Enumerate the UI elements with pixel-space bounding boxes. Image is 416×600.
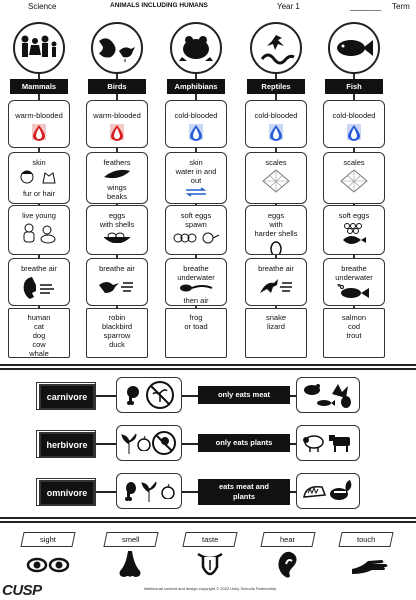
carnivore-animals-icon (302, 380, 354, 410)
egg-icon (269, 240, 283, 255)
fish-icon (334, 36, 374, 60)
breath-face-icon (22, 275, 56, 301)
class-icon-circle (91, 22, 143, 74)
blood-type-text: warm-blooded (93, 111, 141, 120)
example-animal: frog (189, 313, 203, 322)
young-text-2: with (269, 220, 283, 229)
sense-label-touch: touch (338, 532, 393, 547)
example-list (87, 311, 147, 349)
example-animal: trout (346, 331, 362, 340)
covering-text-3: beaks (106, 192, 127, 201)
diet-name-herbivore: herbivore (39, 432, 95, 458)
example-animal: dog (32, 331, 46, 340)
topic-title: ANIMALS INCLUDING HUMANS (110, 2, 208, 9)
nest-eggs-icon (102, 231, 132, 243)
term-label: Term (392, 2, 410, 11)
apple-icon (161, 483, 175, 499)
family-icon (19, 33, 59, 63)
blood-icon-wrap (87, 123, 147, 143)
ear-icon (266, 550, 310, 580)
cell-covering (323, 152, 385, 204)
diet-meaning-carnivore: only eats meat (198, 386, 290, 404)
reptiles-icon (256, 31, 296, 65)
nose-icon (108, 550, 152, 580)
drumstick-icon (123, 481, 137, 501)
blood-drop-icon (32, 123, 46, 141)
blood-type-text: cold-blooded (332, 111, 376, 120)
covering-text-3: out (190, 176, 202, 185)
divider-top-2 (0, 368, 416, 370)
class-name-label: Reptiles (247, 79, 305, 94)
cell-breathing (165, 258, 227, 306)
young-text: eggs (108, 211, 126, 220)
young-text: eggs (267, 211, 285, 220)
class-name-label: Fish (325, 79, 383, 94)
row-icon-wrap (246, 275, 306, 299)
example-animal: salmon (341, 313, 367, 322)
carnivore-animal-icons (296, 377, 360, 413)
eyes-icon (26, 550, 70, 580)
arrow (96, 443, 116, 445)
plant-icon (121, 432, 137, 454)
spawn-tadpole-icon (172, 231, 220, 245)
example-list (166, 311, 226, 331)
cell-examples (165, 308, 227, 358)
example-animal: cow (32, 340, 46, 349)
no-plants-icon (145, 380, 175, 410)
diet-frame (36, 430, 96, 458)
connector (38, 94, 40, 100)
babies-icon (19, 222, 59, 244)
diet-frame (36, 478, 96, 506)
birds-icon (97, 33, 137, 63)
example-animal: lizard (267, 322, 285, 331)
cell-young (86, 205, 148, 255)
row-icon-wrap (9, 222, 69, 246)
class-icon-circle (328, 22, 380, 74)
breathing-text: breathe (183, 264, 209, 273)
connector (195, 74, 197, 79)
row-icon-wrap (246, 169, 306, 195)
cell-young (165, 205, 227, 255)
divider-top (0, 364, 416, 366)
class-icon-circle (170, 22, 222, 74)
arrow (96, 395, 116, 397)
cell-blood (245, 100, 307, 148)
diet-meaning-omnivore: eats meat and plants (198, 479, 290, 505)
connector (195, 94, 197, 100)
lizard-wind-icon (256, 275, 296, 297)
row-icon-wrap (9, 275, 69, 303)
example-animal: robin (108, 313, 126, 322)
sense-label-taste: taste (182, 532, 237, 547)
arrow (182, 443, 198, 445)
class-name-label: Amphibians (167, 79, 225, 94)
cell-blood (86, 100, 148, 148)
sense-label-smell: smell (103, 532, 158, 547)
row-icon-wrap (87, 275, 147, 299)
cell-covering (86, 152, 148, 204)
blood-drop-icon (347, 123, 361, 141)
connector (116, 74, 118, 79)
example-animal: sparrow (103, 331, 131, 340)
young-text: live young (22, 211, 56, 220)
connector (353, 74, 355, 79)
drumstick-icon (124, 385, 140, 405)
plant-icon (141, 480, 157, 502)
cell-young (323, 205, 385, 255)
bird-wind-icon (97, 275, 137, 297)
breathing-text: breathe air (21, 264, 57, 273)
blood-type-text: warm-blooded (15, 111, 63, 120)
apple-icon (137, 435, 151, 451)
example-animal: whale (29, 349, 49, 358)
example-animal: cat (33, 322, 44, 331)
exchange-arrows-icon (184, 187, 208, 197)
example-list (324, 311, 384, 340)
cell-breathing (86, 258, 148, 306)
young-text-3: harder shells (254, 229, 298, 238)
breathing-text: breathe air (99, 264, 135, 273)
cell-covering (8, 152, 70, 204)
class-icon-circle (250, 22, 302, 74)
tadpole-icon (178, 284, 214, 292)
blood-icon-wrap (166, 123, 226, 143)
connector (38, 74, 40, 79)
breathing-text: breathe air (258, 264, 294, 273)
breathing-text-2: underwater (335, 273, 373, 282)
frog-icon (178, 33, 214, 63)
example-animal: cod (347, 322, 361, 331)
sheep-icon (303, 433, 325, 453)
connector (275, 94, 277, 100)
diet-name-carnivore: carnivore (39, 384, 95, 410)
covering-text-2: wings (107, 183, 127, 192)
class-name-label: Birds (88, 79, 146, 94)
hedgehog-icon (302, 481, 326, 501)
arrow (182, 395, 198, 397)
diet-frame (36, 382, 96, 410)
row-icon-wrap (87, 169, 147, 181)
row-icon-wrap (166, 284, 226, 294)
covering-text: feathers (103, 158, 131, 167)
cell-breathing (8, 258, 70, 306)
scales-icon (339, 169, 369, 193)
diet-name-omnivore: omnivore (39, 480, 95, 506)
term-blank: _______ (350, 2, 382, 11)
young-text-2: spawn (185, 220, 207, 229)
blood-drop-icon (110, 123, 124, 141)
example-animal: blackbird (101, 322, 132, 331)
young-text: soft eggs (180, 211, 212, 220)
example-animal: human (27, 313, 51, 322)
blood-type-text: cold-blooded (254, 111, 298, 120)
row-icon-wrap (9, 169, 69, 187)
sense-label-sight: sight (20, 532, 75, 547)
cell-examples (245, 308, 307, 358)
diet-meaning-herbivore: only eats plants (198, 434, 290, 452)
young-text-2: with shells (99, 220, 135, 229)
omnivore-food-icons (116, 473, 182, 509)
no-meat-icon (151, 430, 177, 456)
covering-text: skin (189, 158, 203, 167)
row-icon-wrap (324, 169, 384, 195)
arrow (182, 491, 198, 493)
cell-breathing (245, 258, 307, 306)
blood-icon-wrap (246, 123, 306, 143)
covering-text-2: water in and (175, 167, 217, 176)
connector (353, 94, 355, 100)
example-animal: duck (109, 340, 125, 349)
skin-fur-icon (19, 169, 59, 185)
omnivore-animal-icons (296, 473, 360, 509)
feather-icon (102, 169, 132, 179)
covering-text: scales (343, 158, 365, 167)
herbivore-food-icons (116, 425, 182, 461)
covering-text-2: fur or hair (22, 189, 56, 198)
blood-icon-wrap (324, 123, 384, 143)
covering-text: scales (265, 158, 287, 167)
sense-label-hear: hear (260, 532, 315, 547)
scales-icon (261, 169, 291, 193)
subject-label: Science (28, 2, 57, 11)
class-icon-circle (13, 22, 65, 74)
young-text: soft eggs (338, 211, 370, 220)
cell-blood (8, 100, 70, 148)
blood-drop-icon (189, 123, 203, 141)
row-icon-wrap (166, 187, 226, 199)
connector (116, 94, 118, 100)
cell-blood (323, 100, 385, 148)
example-animal: or toad (184, 322, 208, 331)
year-label: Year 1 (277, 2, 300, 11)
divider-bottom-2 (0, 521, 416, 523)
blood-drop-icon (269, 123, 283, 141)
breathing-text-2: underwater (177, 273, 215, 282)
blood-type-text: cold-blooded (174, 111, 218, 120)
breathing-text: breathe (341, 264, 367, 273)
arrow (96, 491, 116, 493)
cell-blood (165, 100, 227, 148)
row-icon-wrap (87, 231, 147, 245)
cow-icon (328, 433, 354, 453)
example-list (9, 311, 69, 358)
copyright-text: Intellectual content and design copyright © 2022 Unity Schools Partnership (143, 586, 277, 591)
carnivore-food-icons (116, 377, 182, 413)
example-animal: snake (265, 313, 286, 322)
cell-breathing (323, 258, 385, 306)
divider-bottom (0, 517, 416, 519)
blood-icon-wrap (9, 123, 69, 143)
cell-young (8, 205, 70, 255)
fish-eggs-icon (341, 222, 367, 244)
class-name-label: Mammals (10, 79, 68, 94)
skunk-icon (328, 480, 354, 502)
cell-examples (86, 308, 148, 358)
cell-covering (245, 152, 307, 204)
hand-icon (348, 550, 392, 580)
breathing-text-3: then air (183, 296, 209, 305)
herbivore-animal-icons (296, 425, 360, 461)
row-icon-wrap (246, 240, 306, 255)
fish-bubbles-icon (337, 284, 371, 300)
cusp-logo: CUSP (2, 582, 42, 599)
cell-young (245, 205, 307, 255)
cell-covering (165, 152, 227, 204)
example-list (246, 311, 306, 331)
connector (275, 74, 277, 79)
cell-examples (8, 308, 70, 358)
row-icon-wrap (324, 222, 384, 246)
covering-text: skin (32, 158, 46, 167)
row-icon-wrap (324, 284, 384, 302)
row-icon-wrap (166, 231, 226, 247)
cell-examples (323, 308, 385, 358)
tongue-icon (188, 550, 232, 580)
